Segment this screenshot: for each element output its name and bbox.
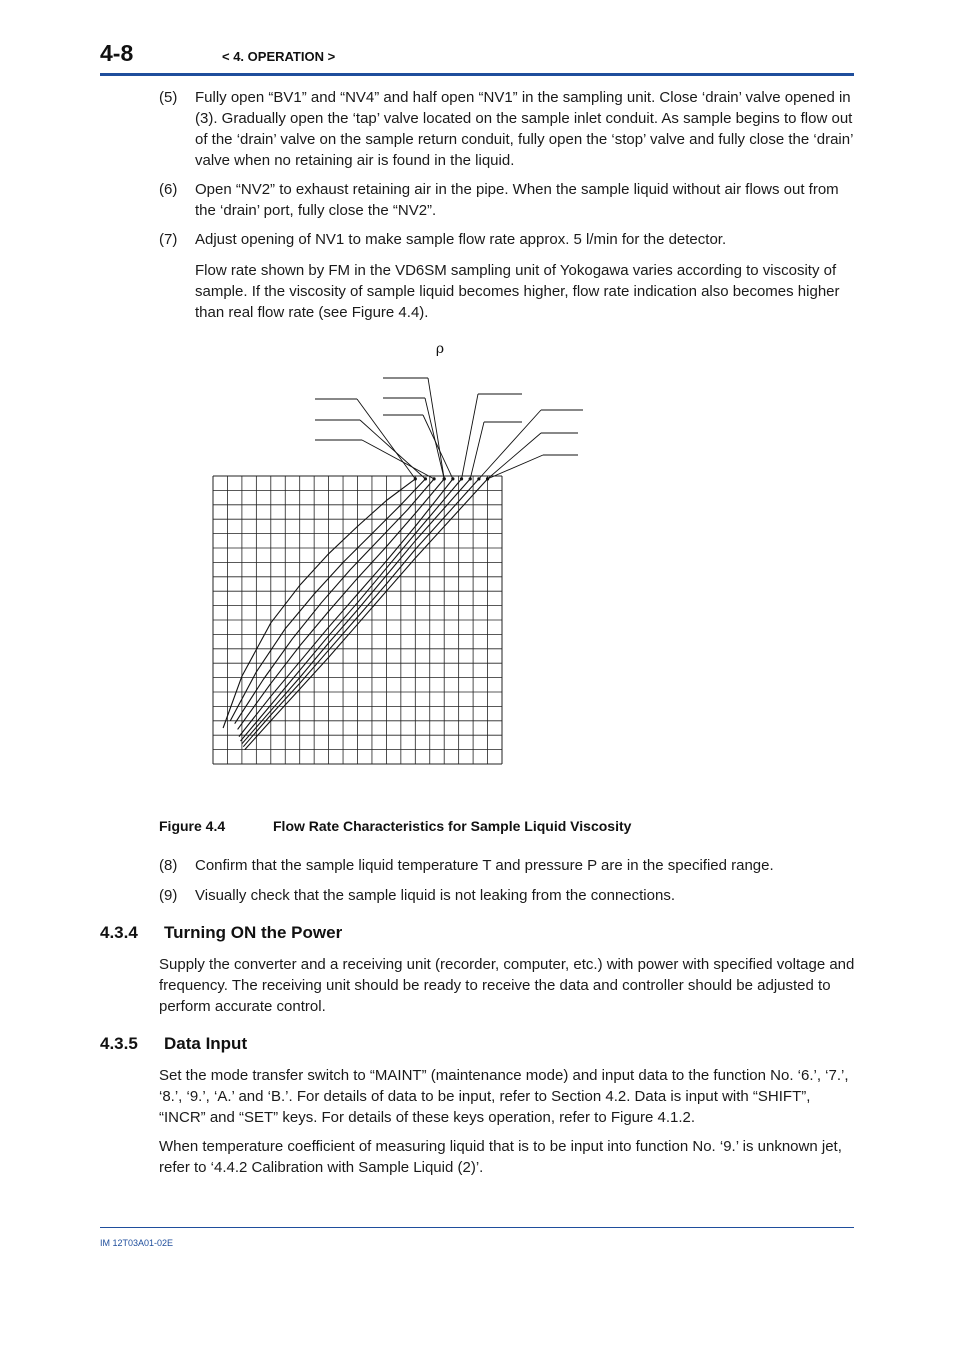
step-text: Adjust opening of NV1 to make sample flow rate approx. 5 l/min for the detector. [195,231,727,248]
section-title: Data Input [164,1034,248,1053]
step-8 [159,855,855,876]
leader-line [425,398,444,479]
series-line [235,479,434,724]
step-text: Visually check that the sample liquid is not leaking from the connections. [195,887,675,904]
leader-line [423,415,453,479]
step-number: (8) [159,857,178,874]
series-line [241,479,462,741]
leader-line [462,394,478,479]
leader-line [362,440,434,479]
section-4-3-5-body-1: Set the mode transfer switch to “MAINT” (maintenance mode) and input data to the function No. ‘6.’, ‘7.’, ‘8.’, ‘9.’, ‘A.’ and ‘B.’. For details of data to be input, refer to Section 4.2. Data is input with “SHIFT”, “INCR” and “SET” keys. For details of these keys operation, refer to Figure 4.1.2. [159,1067,849,1126]
step-9 [159,885,855,906]
step-number: (5) [159,89,178,106]
figure-caption [159,818,631,834]
leader-line [479,410,541,479]
footer-rule [100,1227,854,1228]
section-number: 4.3.4 [100,923,138,942]
section-title: Turning ON the Power [164,923,343,942]
chart-grid [213,476,502,764]
step-7-note: Flow rate shown by FM in the VD6SM sampling unit of Yokogawa varies according to viscosity of sample. If the viscosity of sample liquid becomes higher, flow rate indication also becomes higher than real flow rate (see Figure 4.4). [195,262,840,321]
step-text: Open “NV2” to exhaust retaining air in the pipe. When the sample liquid without air flows out from the ‘drain’ port, fully close the “NV2”. [195,181,839,219]
page-number: 4-8 [100,40,134,66]
step-number: (9) [159,887,178,904]
section-tag: < 4. OPERATION > [222,49,336,64]
step-text: Fully open “BV1” and “NV4” and half open “NV1” in the sampling unit. Close ‘drain’ valve opened in (3). Gradually open the ‘tap’ valve located on the sample inlet conduit. As sample begins to flow out of the ‘drain’ valve on the sample return conduit, fully open the ‘stop’ valve and fully close the ‘drain’ valve when no retaining air is found in the liquid. [195,89,853,169]
section-4-3-4-body: Supply the converter and a receiving unit (recorder, computer, etc.) with power with specified voltage and frequency. The receiving unit should be ready to receive the data and controller should be adjusted to perform accurate control. [159,956,855,1015]
leader-line [360,420,425,479]
step-number: (7) [159,231,178,248]
leader-line [488,455,543,479]
series-line [242,479,470,744]
section-4-3-5-body-2: When temperature coefficient of measuring liquid that is to be input into function No. ‘9.’ is unknown jet, refer to ‘4.4.2 Calibration with Sample Liquid (2)’. [159,1138,842,1176]
leader-line [470,422,484,479]
figure-title: Flow Rate Characteristics for Sample Liquid Viscosity [273,818,632,834]
section-heading-4-3-5 [100,1034,247,1054]
step-number: (6) [159,181,178,198]
section-heading-4-3-4 [100,923,342,943]
document-id: IM 12T03A01-02E [100,1238,174,1248]
leader-line [357,399,415,479]
step-text: Confirm that the sample liquid temperature T and pressure P are in the specified range. [195,857,774,874]
leader-line [428,378,444,479]
rho-symbol-label: ρ [435,341,445,357]
figure-label: Figure 4.4 [159,818,226,834]
legend-leader-lines [315,378,583,480]
section-number: 4.3.5 [100,1034,138,1053]
